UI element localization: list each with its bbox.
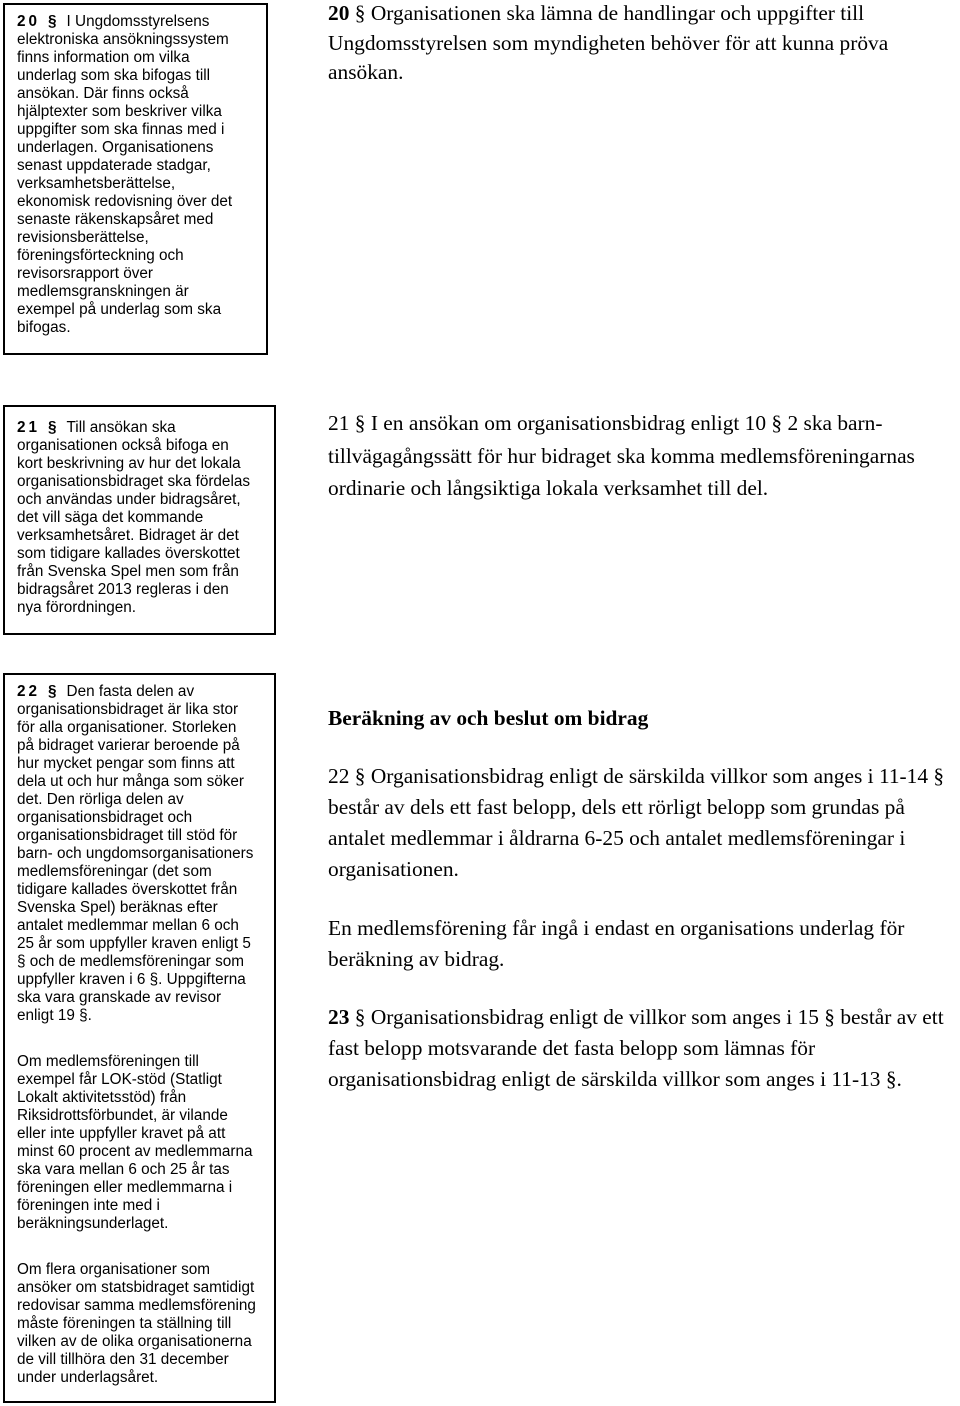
section-number: 21 xyxy=(328,411,350,435)
text-line: tillvägagångssätt för hur bidraget ska komma medlemsföreningarnas xyxy=(328,443,915,468)
text-line: underlagen. Organisationens xyxy=(17,139,214,156)
section-number: 22 xyxy=(328,763,350,788)
paragraph xyxy=(17,31,266,337)
text-line: hjälptexter som beskriver vilka xyxy=(17,103,222,120)
comment-lead-line xyxy=(17,13,266,31)
comment-lead-line xyxy=(17,419,274,437)
section-body xyxy=(328,440,915,505)
text-line: bidragsåret 2013 regleras i den xyxy=(17,581,229,598)
paragraph xyxy=(17,701,274,1025)
section-sign: § xyxy=(354,1004,366,1029)
text-line: senaste räkenskapsåret med xyxy=(17,211,214,228)
comment-body xyxy=(17,31,266,337)
text-line: elektroniska ansökningssystem xyxy=(17,31,229,48)
text-line: ska vara granskade av revisor xyxy=(17,989,222,1006)
text-line: organisationen. xyxy=(328,856,459,881)
section-body xyxy=(328,792,944,885)
text-line: ansökan. Där finns också xyxy=(17,85,189,102)
text-line: ordinarie och långsiktiga lokala verksamhet till del. xyxy=(328,476,769,500)
section-lead-text: Organisationsbidrag enligt de särskilda villkor som anges i 11-14 § xyxy=(370,763,945,788)
comment-box-20 xyxy=(3,3,268,355)
text-line: nya förordningen. xyxy=(17,599,137,616)
section-sign: § xyxy=(48,683,57,700)
text-line: vilken av de olika organisationerna xyxy=(17,1333,252,1350)
text-line: medlemsföreningar (det som xyxy=(17,863,212,880)
section-sign: § xyxy=(48,13,57,30)
text-line: Svenska Spel) beräknas efter xyxy=(17,899,218,916)
section-heading xyxy=(328,703,648,734)
section-number: 22 xyxy=(17,683,41,700)
text-line: föreningsförteckning och xyxy=(17,247,184,264)
text-line: det. Den rörliga delen av xyxy=(17,791,184,808)
section-23-paragraph xyxy=(328,1002,944,1095)
text-line: från Svenska Spel men som från xyxy=(17,563,239,580)
text-line: enligt 19 §. xyxy=(17,1007,92,1024)
text-line: föreningen eller medlemmarna i xyxy=(17,1179,233,1196)
text-line: § och de medlemsföreningar som xyxy=(17,953,245,970)
text-line: Riksidrottsförbundet, är vilande xyxy=(17,1107,228,1124)
text-line: föreningen inte med i xyxy=(17,1197,160,1214)
text-line: beräkningsunderlaget. xyxy=(17,1215,169,1232)
text-line: underlag som ska bifogas till xyxy=(17,67,211,84)
comment-body xyxy=(17,437,274,617)
text-line: beräkning av bidrag. xyxy=(328,946,505,971)
text-line: de vill tillhöra den 31 december xyxy=(17,1351,229,1368)
text-line: består av dels ett fast belopp, dels ett rörligt belopp som grundas på xyxy=(328,794,905,819)
text-line: det vill säga det kommande xyxy=(17,509,204,526)
text-line: verksamhetsberättelse, xyxy=(17,175,176,192)
text-line: verksamhetsåret. Bidraget är det xyxy=(17,527,239,544)
text-line: organisationsbidraget är lika stor xyxy=(17,701,239,718)
paragraph-body xyxy=(328,913,904,975)
paragraph xyxy=(17,437,274,617)
comment-box-22 xyxy=(3,673,276,1403)
text-line: ansöker om statsbidraget samtidigt xyxy=(17,1279,255,1296)
text-line: organisationsbidraget ska fördelas xyxy=(17,473,250,490)
section-number: 20 xyxy=(17,13,41,30)
text-line: finns information om vilka xyxy=(17,49,190,66)
text-line: medlemsgranskningen är xyxy=(17,283,189,300)
text-line: för alla organisationer. Storleken xyxy=(17,719,237,736)
section-lead-text: I en ansökan om organisationsbidrag enligt 10 § 2 ska barn- xyxy=(370,411,883,435)
paragraph xyxy=(17,1053,274,1233)
text-line: organisationsbidraget till stöd för xyxy=(17,827,238,844)
text-line: barn- och ungdomsorganisationers xyxy=(17,845,254,862)
text-line: måste föreningen ta ställning till xyxy=(17,1315,232,1332)
text-line: som tidigare kallades överskottet xyxy=(17,545,240,562)
text-line: eller inte uppfyller kravet på att xyxy=(17,1125,226,1142)
text-line: under underlagsåret. xyxy=(17,1369,159,1386)
text-line: antalet medlemmar mellan 6 och xyxy=(17,917,239,934)
comment-lead-text: Till ansökan ska xyxy=(66,419,176,436)
text-line: 25 år som uppfyller kraven enligt 5 xyxy=(17,935,251,952)
text-line: Om medlemsföreningen till xyxy=(17,1053,199,1070)
text-line: organisationsbidrag enligt de särskilda villkor som anges i 11-13 §. xyxy=(328,1066,902,1091)
text-line: på bidraget varierar beroende på xyxy=(17,737,240,754)
text-line: redovisar samma medlemsförening xyxy=(17,1297,256,1314)
section-sign: § xyxy=(354,1,366,25)
text-line: organisationen också bifoga en xyxy=(17,437,229,454)
section-21-paragraph xyxy=(328,407,915,505)
text-line: ska vara mellan 6 och 25 år tas xyxy=(17,1161,230,1178)
section-sign: § xyxy=(48,419,57,436)
membership-paragraph xyxy=(328,913,904,975)
text-line: uppfyller kraven i 6 §. Uppgifterna xyxy=(17,971,246,988)
section-number: 23 xyxy=(328,1004,350,1029)
text-line: minst 60 procent av medlemmarna xyxy=(17,1143,253,1160)
paragraph xyxy=(17,1261,274,1387)
section-number: 21 xyxy=(17,419,41,436)
heading-text: Beräkning av och beslut om bidrag xyxy=(328,705,649,730)
section-lead-line xyxy=(328,1002,944,1033)
text-line: ekonomisk redovisning över det xyxy=(17,193,233,210)
text-line: uppgifter som ska finnas med i xyxy=(17,121,225,138)
comment-lead-line xyxy=(17,683,274,701)
text-line: exempel får LOK-stöd (Statligt xyxy=(17,1071,222,1088)
section-20-paragraph xyxy=(328,0,888,88)
text-line: En medlemsförening får ingå i endast en organisations underlag för xyxy=(328,915,905,940)
text-line: bifogas. xyxy=(17,319,71,336)
section-body xyxy=(328,1033,944,1095)
section-lead-line xyxy=(328,761,944,792)
section-22-paragraph xyxy=(328,761,944,885)
text-line: senast uppdaterade stadgar, xyxy=(17,157,211,174)
section-lead-text: Organisationen ska lämna de handlingar och uppgifter till xyxy=(370,1,865,25)
text-line: ansökan. xyxy=(328,60,404,84)
text-line: Ungdomsstyrelsen som myndigheten behöver för att kunna pröva xyxy=(328,30,889,55)
comment-lead-text: I Ungdomsstyrelsens xyxy=(66,13,210,30)
text-line: antalet medlemmar i åldrarna 6-25 och antalet medlemsföreningar i xyxy=(328,825,906,850)
text-line: organisationsbidraget och xyxy=(17,809,193,826)
text-line: revisionsberättelse, xyxy=(17,229,149,246)
text-line: Om flera organisationer som xyxy=(17,1261,210,1278)
section-lead-text: Organisationsbidrag enligt de villkor som anges i 15 § består av ett xyxy=(370,1004,944,1029)
text-line: dela ut och hur många som söker xyxy=(17,773,245,790)
comment-box-21 xyxy=(3,405,276,635)
text-line: Lokalt aktivitetsstöd) från xyxy=(17,1089,187,1106)
comment-lead-text: Den fasta delen av xyxy=(66,683,195,700)
section-sign: § xyxy=(354,411,366,435)
text-line: tidigare kallades överskottet från xyxy=(17,881,238,898)
text-line: kort beskrivning av hur det lokala xyxy=(17,455,241,472)
section-lead-line xyxy=(328,407,915,440)
text-line: revisorsrapport över xyxy=(17,265,154,282)
comment-body xyxy=(17,701,274,1387)
section-body xyxy=(328,29,888,88)
text-line: hur mycket pengar som finns att xyxy=(17,755,235,772)
section-lead-line xyxy=(328,0,888,29)
text-line: och användas under bidragsåret, xyxy=(17,491,241,508)
text-line: exempel på underlag som ska xyxy=(17,301,222,318)
section-number: 20 xyxy=(328,1,350,25)
section-sign: § xyxy=(354,763,366,788)
text-line: fast belopp motsvarande det fasta belopp som lämnas för xyxy=(328,1035,816,1060)
